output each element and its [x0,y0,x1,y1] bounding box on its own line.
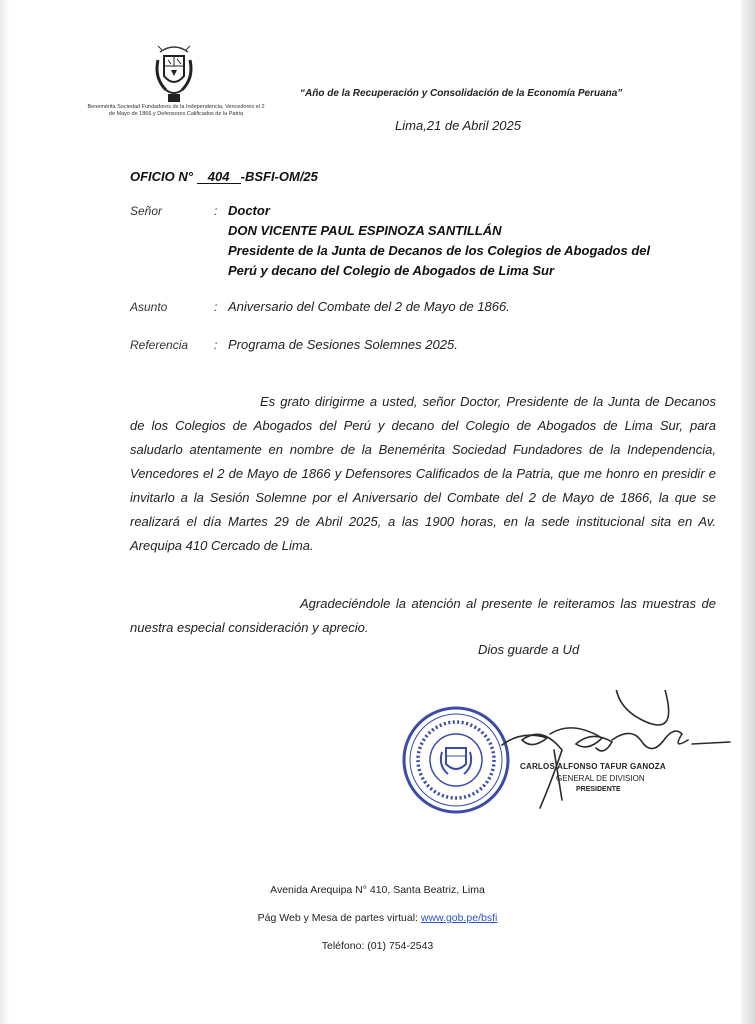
body-paragraph-2 [130,592,716,640]
reference-colon: : [214,338,218,352]
footer-web-label: Pág Web y Mesa de partes virtual: [257,912,421,924]
body-paragraph-1-text: Es grato dirigirme a usted, señor Doctor, Presidente de la Junta de Decanos de los Colegios de Abogados del Perú y decano del Colegio de Abogados de Lima Sur, para saludarlo atentamente en nombre de la Benemérita Sociedad Fundadores de la Independencia, Vencedores el 2 de Mayo de 1866 y Defensores Calificados de la Patria, que me honro en presidir e invitarlo a la Sesión Solemne por el Aniversario del Combate del 2 de Mayo de 1866, la que se realizará el día Martes 29 de Abril 2025, a las 1900 horas, en la sede institucional sita en Av. Arequipa 410 Cercado de Lima. [130,394,716,553]
page-shadow-right [741,0,755,1024]
letter-date: Lima,21 de Abril 2025 [395,118,521,133]
recipient-colon: : [214,204,218,218]
recipient-name: DON VICENTE PAUL ESPINOZA SANTILLÁN [228,223,502,238]
body-paragraph-2-text: Agradeciéndole la atención al presente le reiteramos las muestras de nuestra especial consideración y aprecio. [130,596,716,635]
handwritten-signature-icon [492,690,732,830]
subject-colon: : [214,300,218,314]
office-prefix: OFICIO N° [130,169,193,184]
office-suffix: -BSFI-OM/25 [240,169,318,184]
reference-label: Referencia [130,338,189,352]
office-number-line [130,169,318,184]
subject-label: Asunto [130,300,168,314]
year-motto: “Año de la Recuperación y Consolidación de la Economía Peruana” [300,88,623,99]
footer-phone: Teléfono: (01) 754-2543 [321,940,434,952]
footer-address: Avenida Arequipa N° 410, Santa Beatriz, Lima [270,884,485,896]
signatory-rank: GENERAL DE DIVISION [556,774,645,783]
closing-line: Dios guarde a Ud [478,642,580,657]
footer-web [0,912,755,924]
signatory-name: CARLOS ALFONSO TAFUR GANOZA [520,762,666,771]
coat-of-arms-icon [154,44,194,106]
reference-value: Programa de Sesiones Solemnes 2025. [228,337,458,352]
recipient-position-line2: Perú y decano del Colegio de Abogados de Lima Sur [228,263,555,278]
signatory-role: PRESIDENTE [576,786,621,793]
subject-value: Aniversario del Combate del 2 de Mayo de 1866. [228,299,510,314]
body-paragraph-1 [130,390,716,558]
recipient-title: Doctor [228,203,270,218]
recipient-label: Señor [130,204,163,218]
recipient-position-line1: Presidente de la Junta de Decanos de los Colegios de Abogados del [228,243,651,258]
crest-caption: Benemérita Sociedad Fundadores de la Independencia, Vencedores el 2 de Mayo de 1866 y Defensores Calificados de la Patria [87,104,265,117]
page-shadow-left [0,0,10,1024]
footer-web-link[interactable]: www.gob.pe/bsfi [420,912,498,924]
office-number: 404 [197,170,241,184]
